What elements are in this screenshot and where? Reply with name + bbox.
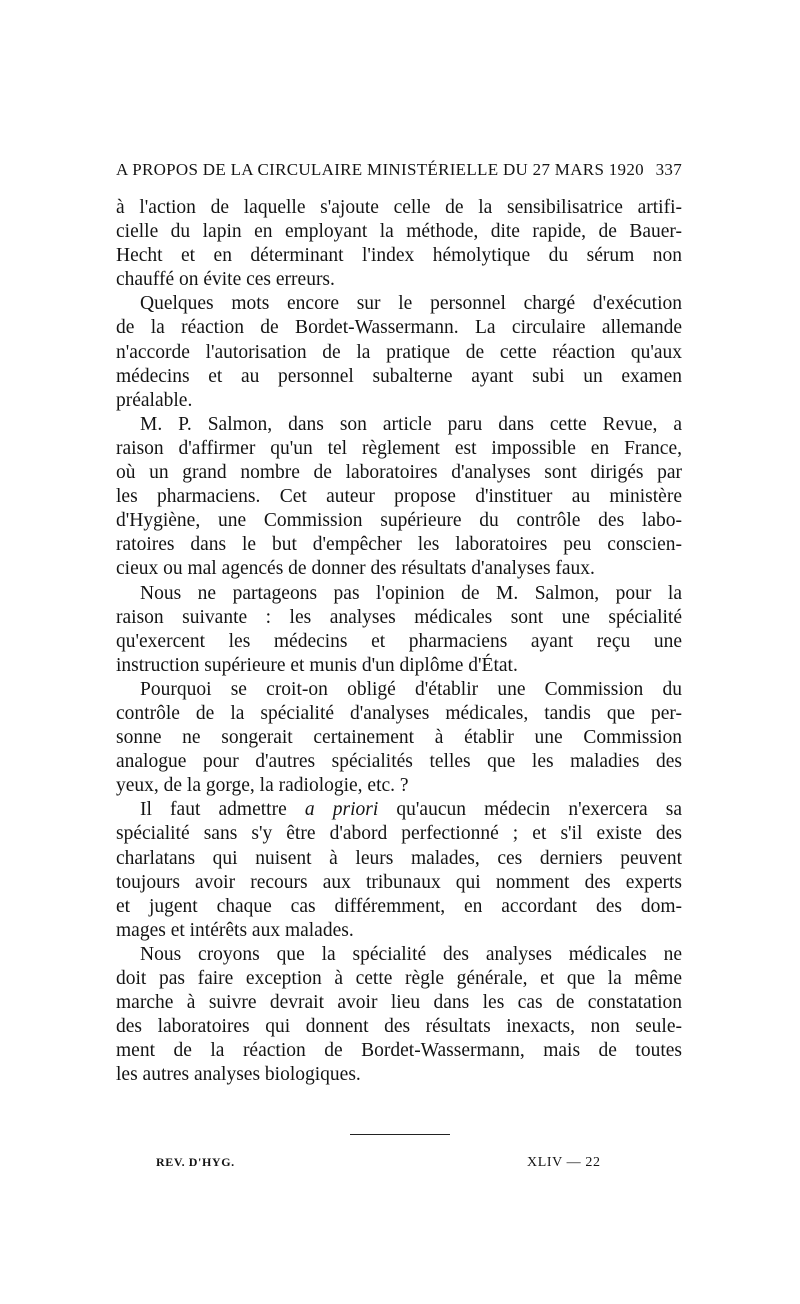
separator-rule	[350, 1134, 450, 1135]
text-line: préalable.	[116, 389, 193, 411]
text-line: spécialité sans s'y être d'abord perfectionné ; et s'il existe des	[116, 823, 682, 845]
text-line: Nous ne partageons pas l'opinion de M. Salmon, pour la	[140, 582, 682, 604]
text-line: toujours avoir recours aux tribunaux qui nomment des experts	[116, 871, 682, 893]
paragraph	[116, 196, 682, 292]
text-line: marche à suivre devrait avoir lieu dans les cas de constatation	[116, 992, 682, 1014]
text-line: d'Hygiène, une Commission supérieure du contrôle des labo-	[116, 510, 682, 532]
paragraph	[116, 292, 682, 412]
text-line: à l'action de laquelle s'ajoute celle de la sensibilisatrice artifi-	[116, 197, 682, 218]
text-line: doit pas faire exception à cette règle générale, et que la même	[116, 968, 682, 989]
text-line: les autres analyses biologiques.	[116, 1064, 361, 1086]
text-line: raison suivante : les analyses médicales sont une spécialité	[116, 606, 682, 628]
text-line: n'accorde l'autorisation de la pratique de cette réaction qu'aux	[116, 341, 682, 363]
footer-volume-signature: XLIV — 22	[527, 1155, 601, 1170]
text-line: charlatans qui nuisent à leurs malades, ces derniers peuvent	[116, 847, 682, 869]
paragraph	[116, 943, 682, 1088]
paragraph	[116, 678, 682, 798]
paragraph	[116, 413, 682, 582]
text-line: qu'exercent les médecins et pharmaciens ayant reçu une	[116, 630, 682, 652]
text-line: chauffé on évite ces erreurs.	[116, 269, 335, 291]
page-number: 337	[655, 160, 682, 179]
text-line: cieux ou mal agencés de donner des résultats d'analyses faux.	[116, 558, 595, 580]
text-line: contrôle de la spécialité d'analyses médicales, tandis que per-	[116, 702, 682, 724]
text-line: Il faut admettre a priori qu'aucun médecin n'exercera sa	[140, 799, 682, 821]
running-head-title: A PROPOS DE LA CIRCULAIRE MINISTÉRIELLE DU 27 MARS 1920	[116, 160, 644, 179]
text-line: de la réaction de Bordet-Wassermann. La circulaire allemande	[116, 317, 682, 339]
text-line: mages et intérêts aux malades.	[116, 919, 354, 941]
text-line: analogue pour d'autres spécialités telles que les maladies des	[116, 751, 682, 773]
text-line: ratoires dans le but d'empêcher les laboratoires peu conscien-	[116, 534, 682, 556]
body-text	[116, 196, 682, 1087]
text-line: ment de la réaction de Bordet-Wassermann, mais de toutes	[116, 1040, 682, 1062]
text-line: Nous croyons que la spécialité des analyses médicales ne	[140, 943, 682, 965]
paragraph	[116, 582, 682, 678]
text-line: où un grand nombre de laboratoires d'analyses sont dirigés par	[116, 462, 682, 484]
running-head	[116, 160, 682, 184]
text-line: les pharmaciens. Cet auteur propose d'instituer au ministère	[116, 486, 682, 508]
footer-journal-signature: REV. D'HYG.	[156, 1155, 235, 1169]
text-line: sonne ne songerait certainement à établir une Commission	[116, 727, 682, 749]
text-line: M. P. Salmon, dans son article paru dans cette Revue, a	[140, 413, 682, 435]
text-line: cielle du lapin en employant la méthode, dite rapide, de Bauer-	[116, 221, 682, 243]
text-line: raison d'affirmer qu'un tel règlement est impossible en France,	[116, 437, 682, 459]
text-line: et jugent chaque cas différemment, en accordant des dom-	[116, 895, 682, 917]
paragraph	[116, 798, 682, 943]
text-line: Quelques mots encore sur le personnel chargé d'exécution	[140, 293, 682, 315]
text-line: médecins et au personnel subalterne ayant subi un examen	[116, 365, 682, 387]
text-line: instruction supérieure et munis d'un diplôme d'État.	[116, 654, 518, 676]
text-line: des laboratoires qui donnent des résultats inexacts, non seule-	[116, 1016, 682, 1038]
text-line: Hecht et en déterminant l'index hémolytique du sérum non	[116, 245, 682, 267]
text-line: Pourquoi se croit-on obligé d'établir une Commission du	[140, 678, 682, 700]
text-line: yeux, de la gorge, la radiologie, etc. ?	[116, 775, 409, 797]
